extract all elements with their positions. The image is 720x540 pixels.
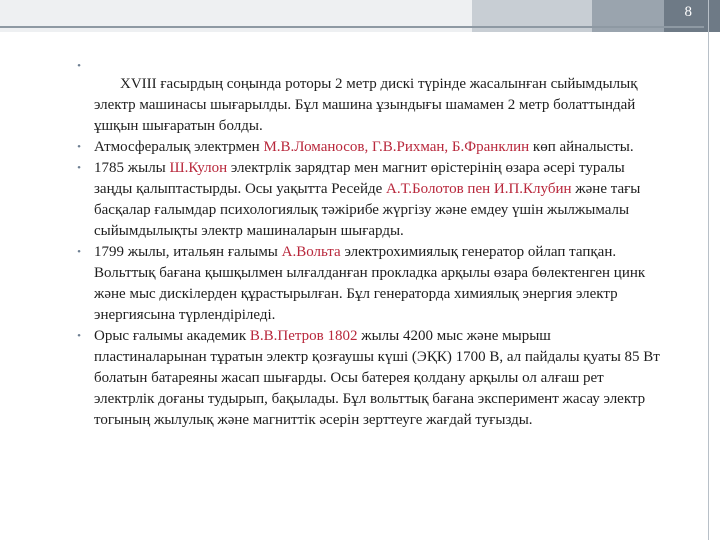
page-number: 8 <box>684 4 692 20</box>
bullet-icon: • <box>77 141 81 153</box>
text-segment: Атмосфералық электрмен <box>94 139 264 155</box>
empty-bullet <box>72 56 662 74</box>
bullet-icon: • <box>77 60 81 72</box>
bullet-text <box>94 160 640 239</box>
text-segment: электрлік зарядтар мен магнит өрістерінің өзара әсері туралы заңды қалыптастырды. Осы уақытта Ресейде <box>94 160 625 197</box>
bullet-text <box>94 139 634 155</box>
bullet-item <box>72 158 662 242</box>
bullet-text <box>94 328 660 428</box>
bullet-item <box>72 242 662 326</box>
bullet-item <box>72 326 662 431</box>
bullet-icon: • <box>77 330 81 342</box>
text-segment: XVIII ғасырдың соңында роторы 2 метр дискі түрінде жасалынған сыйымдылық электр машинасы шығарылды. Бұл машина ұзындығы шамамен 2 метр болаттындай ұшқын шығаратын болды. <box>94 76 638 134</box>
text-segment: жылы 4200 мыс және мырыш пластиналарынан тұратын электр қозғаушы күші (ЭҚК) 1700 В, ал пайдалы қуаты 85 Вт болатын батареяны жасап шығарды. Осы батерея қолдану арқылы ол алғаш рет электрлік доғаны тудырып, бақылады. Бұл вольттық бағана эксперимент жасау электр тогының жылулық және магниттік әсерін зерттеуге жағдай туғызды. <box>94 328 660 428</box>
highlighted-name: Ш.Кулон <box>169 160 228 176</box>
text-segment: 1785 жылы <box>94 160 170 176</box>
text-segment: Орыс ғалымы академик <box>94 328 250 344</box>
title-underline <box>0 26 704 28</box>
highlighted-name: А.Т.Болотов пен И.П.Клубин <box>386 181 572 197</box>
bullet-item <box>72 137 662 158</box>
highlighted-name: М.В.Ломаносов, Г.В.Рихман, Б.Франклин <box>263 139 530 155</box>
bullet-text <box>94 244 645 323</box>
text-segment: 1799 жылы, итальян ғалымы <box>94 244 282 260</box>
bullet-list <box>72 56 662 431</box>
text-segment: көп айналысты. <box>529 139 634 155</box>
bullet-item <box>72 74 662 137</box>
right-divider <box>708 0 709 540</box>
text-segment: және тағы басқалар ғалымдар психологиялық тәжірибе жүргізу және емдеу үшін жылжымалы сыйымдылықты электр машиналарын шығарды. <box>94 181 641 239</box>
text-segment: электрохимиялық генератор ойлап тапқан. Вольттық бағана қышқылмен ылғалданған прокладка арқылы өзара бөлектенген цинк және мыс дискілерден құрастырылған. Бұл генераторда химиялық энергия электр энергиясына түрлендіріледі. <box>94 244 646 323</box>
bullet-text <box>94 74 662 137</box>
highlighted-name: А.Вольта <box>281 244 341 260</box>
bullet-icon: • <box>77 162 81 174</box>
bullet-icon: • <box>77 246 81 258</box>
highlighted-name: В.В.Петров 1802 <box>249 328 358 344</box>
